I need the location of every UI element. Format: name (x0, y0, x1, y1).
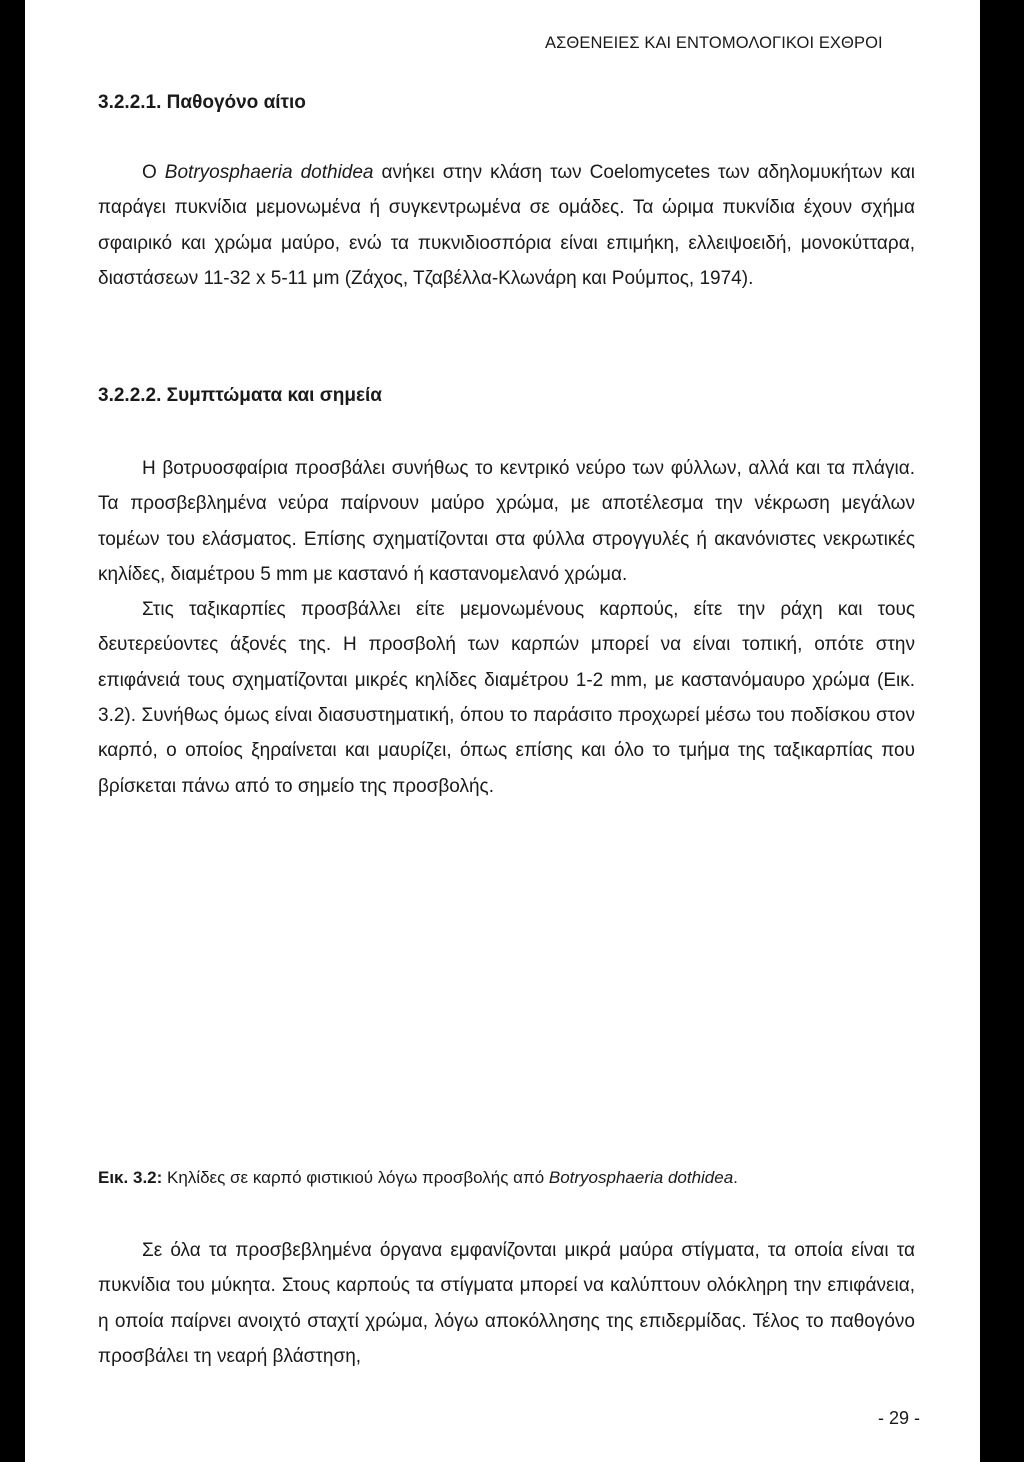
figure-caption-end: . (733, 1168, 738, 1187)
species-name: Botryosphaeria dothidea (164, 162, 374, 183)
signs-paragraph: Σε όλα τα προσβεβλημένα όργανα εμφανίζονται μικρά μαύρα στίγματα, τα οποία είναι τα πυκνίδια του μύκητα. Στους καρπούς τα στίγματα μπορεί να καλύπτουν ολόκληρη την επιφάνεια, η οποία παίρνει ανοιχτό σταχτί χρώμα, λόγω αποκόλλησης της επιδερμίδας. Τέλος το παθογόνο προσβάλει τη νεαρή βλάστηση, (98, 1240, 915, 1367)
paragraph-text: ανήκει στην κλάση των Coelomycetes των αδηλομυκήτων και παράγει πυκνίδια μεμονωμένα ή συγκεντρωμένα σε ομάδες. Τα ώριμα πυκνίδια έχουν σχήμα σφαιρικό και χρώμα μαύρο, ενώ τα πυκνιδιοσπόρια είναι επιμήκη, ελλειψοειδή, μονοκύτταρα, διαστάσεων 11-32 x 5-11 μm (Ζάχος, Τζαβέλλα-Κλωνάρη και Ρούμπος, 1974). (98, 162, 915, 289)
section-heading-pathogen: 3.2.2.1. Παθογόνο αίτιο (98, 92, 306, 113)
figure-caption-text: Κηλίδες σε καρπό φιστικιού λόγω προσβολής από (162, 1168, 549, 1187)
symptoms-text-block (98, 451, 915, 804)
pathogen-text-block (98, 155, 915, 296)
figure-caption (98, 1168, 738, 1188)
figure-species-name: Botryosphaeria dothidea (548, 1168, 734, 1187)
symptoms-fruit-paragraph: Στις ταξικαρπίες προσβάλλει είτε μεμονωμένους καρπούς, είτε την ράχη και τους δευτερεύοντες άξονές της. Η προσβολή των καρπών μπορεί να είναι τοπική, οπότε στην επιφάνειά τους σχηματίζονται μικρές κηλίδες διαμέτρου 1-2 mm, με καστανόμαυρο χρώμα (Εικ. 3.2). Συνήθως όμως είναι διασυστηματική, όπου το παράσιτο προχωρεί μέσω του ποδίσκου στον καρπό, ο οποίος ξηραίνεται και μαυρίζει, όπως επίσης και όλο το τμήμα της ταξικαρπίας που βρίσκεται πάνω από το σημείο της προσβολής. (98, 599, 915, 797)
document-page (25, 0, 980, 1462)
section-heading-symptoms: 3.2.2.2. Συμπτώματα και σημεία (98, 385, 382, 406)
figure-label: Εικ. 3.2: (98, 1168, 163, 1187)
symptoms-leaves-paragraph: Η βοτρυοσφαίρια προσβάλει συνήθως το κεντρικό νεύρο των φύλλων, αλλά και τα πλάγια. Τα προσβεβλημένα νεύρα παίρνουν μαύρο χρώμα, με αποτέλεσμα την νέκρωση μεγάλων τομέων του ελάσματος. Επίσης σχηματίζονται στα φύλλα στρογγυλές ή ακανόνιστες νεκρωτικές κηλίδες, διαμέτρου 5 mm με καστανό ή καστανομελανό χρώμα. (98, 458, 915, 585)
signs-text-block (98, 1233, 915, 1374)
running-header: ΑΣΘΕΝΕΙΕΣ ΚΑΙ ΕΝΤΟΜΟΛΟΓΙΚΟΙ ΕΧΘΡΟΙ (545, 34, 883, 52)
pathogen-paragraph (98, 155, 915, 296)
page-number: - 29 - (877, 1408, 920, 1428)
paragraph-text: Ο (142, 162, 165, 183)
